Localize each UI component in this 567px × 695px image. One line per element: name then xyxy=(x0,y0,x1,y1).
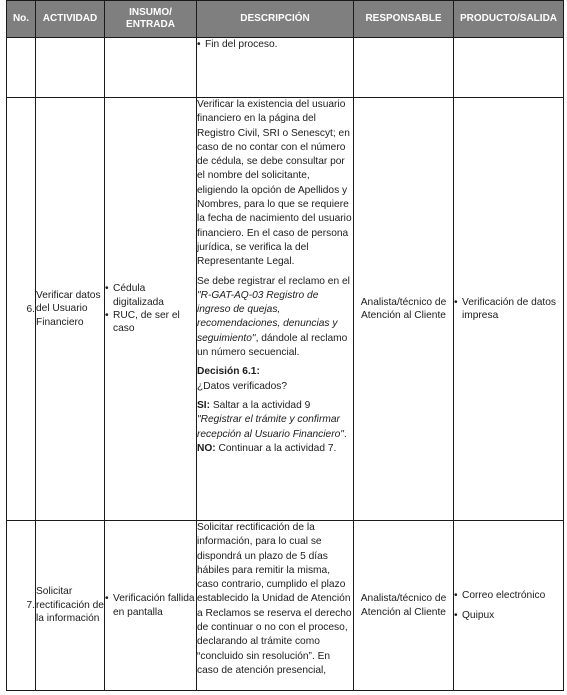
desc-bullet: • Fin del proceso. xyxy=(197,38,353,52)
cell-empty xyxy=(354,38,454,98)
row7-responsable: Analista/técnico de Atención al Cliente xyxy=(354,521,454,691)
row7-descripcion xyxy=(197,521,354,691)
row6-si-text: Saltar a la actividad 9 xyxy=(210,399,311,411)
cell-empty xyxy=(454,38,564,98)
cell-empty xyxy=(105,38,197,98)
header-descripcion: DESCRIPCIÓN xyxy=(197,1,354,38)
table-header-row xyxy=(7,1,564,38)
row6-insumos xyxy=(105,98,197,521)
row6-decision-options xyxy=(197,399,353,456)
header-actividad: ACTIVIDAD xyxy=(36,1,105,38)
row6-si-end: . xyxy=(343,428,347,440)
process-table xyxy=(6,0,564,691)
row6-descripcion xyxy=(197,98,354,521)
cell-empty xyxy=(7,38,36,98)
row6-desc-p2-form: "R-GAT-AQ-03 Registro de ingreso de quejas, recomendaciones, denuncias y seguimiento" xyxy=(197,289,338,344)
row7-desc-text: Solicitar rectificación de la información, para lo cual se dispondrá un plazo de 5 días hábiles para remitir la misma, caso contrario, cumplido el plazo establecido la Unidad de Atención a Reclamos se reserva el derecho de continuar o no con el proceso, declarando al trámite como “concluido sin resolución”. En caso de atención presencial, xyxy=(197,522,352,676)
cell-empty xyxy=(36,38,105,98)
table-row-7 xyxy=(7,521,564,691)
table-row-continuation xyxy=(7,38,564,98)
row6-desc-p2-text: Se debe registrar el reclamo en el xyxy=(197,275,350,287)
row7-actividad: Solicitar rectificación de la información xyxy=(36,521,105,691)
row6-responsable: Analista/técnico de Atención al Cliente xyxy=(354,98,454,521)
row7-number: 7. xyxy=(7,521,36,691)
row6-number: 6. xyxy=(7,98,36,521)
row7-producto xyxy=(454,521,564,691)
row7-producto-item: • Correo electrónico xyxy=(454,589,563,602)
row6-desc-p1: Verificar la existencia del usuario financiero en la página del Registro Civil, SRI o Senescyt; en caso de no contar con el número de cédula, se debe consultar por el nombre del solicitante, eligiendo la opción de Apellidos y Nombres, para lo que se requiere la fecha de nacimiento del usuario financiero. En el caso de persona jurídica, se verifica la del Representante Legal. xyxy=(197,99,352,268)
table-row-6 xyxy=(7,98,564,521)
row6-decision-question: ¿Datos verificados? xyxy=(197,380,288,392)
row6-si-activity: "Registrar el trámite y confirmar recepción al Usuario Financiero" xyxy=(197,414,344,440)
header-producto: PRODUCTO/SALIDA xyxy=(454,1,564,38)
row6-no-text: Continuar a la actividad 7. xyxy=(215,442,337,454)
row6-desc-p2 xyxy=(197,275,353,361)
cell-descripcion xyxy=(197,38,354,98)
row6-decision-title: Decisión 6.1: xyxy=(197,366,260,378)
row6-decision xyxy=(197,365,353,394)
row6-producto-item: • Verificación de datos impresa xyxy=(454,296,563,323)
row7-producto-item: • Quipux xyxy=(454,609,563,622)
row7-insumo-item: • Verificación fallida en pantalla xyxy=(105,592,196,619)
row6-insumo-item: • Cédula digitalizada xyxy=(105,282,196,309)
row6-producto xyxy=(454,98,564,521)
row6-insumo-item: • RUC, de ser el caso xyxy=(105,309,196,336)
header-responsable: RESPONSABLE xyxy=(354,1,454,38)
row6-actividad: Verificar datos del Usuario Financiero xyxy=(36,98,105,521)
header-insumo: INSUMO/ ENTRADA xyxy=(105,1,197,38)
header-no: No. xyxy=(7,1,36,38)
row7-insumos xyxy=(105,521,197,691)
row6-si-label: SI: xyxy=(197,399,211,411)
row6-no-label: NO: xyxy=(197,442,216,454)
row6-desc-p2-end: , dándole al reclamo un número secuencial. xyxy=(197,332,348,359)
